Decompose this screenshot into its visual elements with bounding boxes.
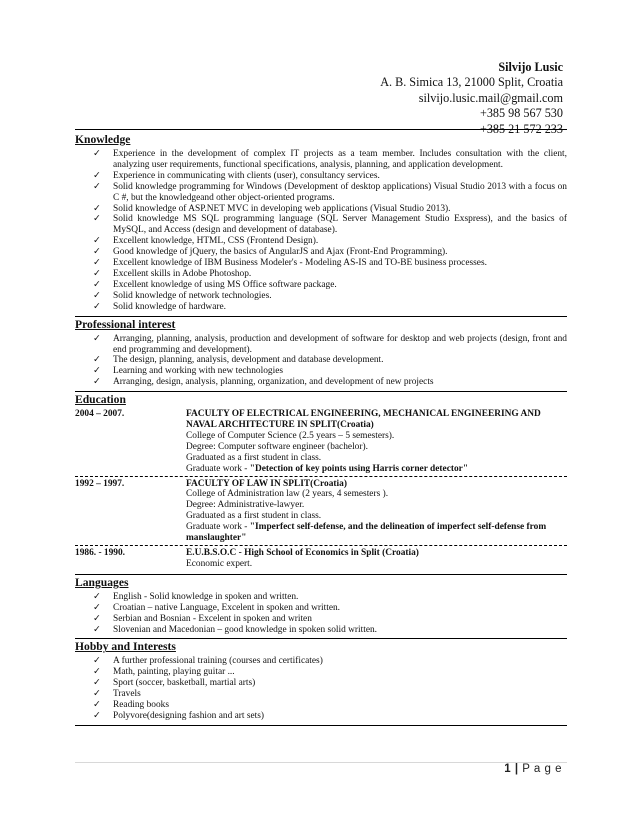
- section-hobby: [75, 639, 567, 725]
- checkmark-icon: ✓: [93, 267, 101, 279]
- checkmark-icon: ✓: [93, 202, 101, 214]
- list-item: [75, 280, 567, 291]
- education-detail: Graduated as a first student in class.: [186, 452, 322, 463]
- list-item-text: Arranging, design, analysis, planning, organization, and development of new projects: [113, 377, 434, 388]
- checkmark-icon: ✓: [93, 365, 101, 377]
- checkmark-icon: ✓: [93, 677, 101, 689]
- contact-header: [380, 60, 563, 137]
- page-number: 1: [504, 763, 512, 775]
- list-item-text: English - Solid knowledge in spoken and written.: [113, 591, 299, 602]
- list-item-text: Serbian and Bosnian - Excelent in spoken and writen: [113, 613, 312, 624]
- checkmark-icon: ✓: [93, 655, 101, 667]
- phone-line-mobile: +385 98 567 530: [479, 106, 563, 121]
- graduate-work-title: "Imperfect self-defense, and the delineation of imperfect self-defense from manslaughter": [186, 522, 547, 544]
- checkmark-icon: ✓: [93, 688, 101, 700]
- list-item: [75, 656, 567, 667]
- list-item-text: The design, planning, analysis, development and database development.: [113, 355, 384, 366]
- list-item: [75, 711, 567, 722]
- list-item-text: Learning and working with new technologies: [113, 366, 284, 377]
- person-name: Silvijo Lusic: [498, 60, 563, 74]
- list-item: [75, 204, 567, 215]
- checkmark-icon: ✓: [93, 213, 101, 225]
- list-item: [75, 334, 567, 356]
- phone-line-landline: +385 21 572 233: [479, 121, 563, 136]
- checkmark-icon: ✓: [93, 257, 101, 269]
- graduate-work-title: "Detection of key points using Harris corner detector": [249, 463, 469, 474]
- list-item: [75, 171, 567, 182]
- list-item-text: Arranging, planning, analysis, production and development of software for desktop and web projects (design, front and end programming and development).: [113, 333, 567, 355]
- education-detail: Graduated as a first student in class.: [186, 511, 322, 522]
- checkmark-icon: ✓: [93, 235, 101, 247]
- list-item: [75, 214, 567, 236]
- education-detail: Degree: Computer software engineer (bachelor).: [186, 441, 368, 452]
- education-institution: FACULTY OF ELECTRICAL ENGINEERING, MECHANICAL ENGINEERING AND NAVAL ARCHITECTURE IN SPLIT(Croatia): [186, 409, 541, 431]
- checkmark-icon: ✓: [93, 612, 101, 624]
- header-divider: [75, 129, 567, 130]
- checkmark-icon: ✓: [93, 590, 101, 602]
- email-line: silvijo.lusic.mail@gmail.com: [418, 90, 563, 105]
- checkmark-icon: ✓: [93, 623, 101, 635]
- section-education: [75, 392, 567, 575]
- checkmark-icon: ✓: [93, 354, 101, 366]
- checkmark-icon: ✓: [93, 246, 101, 258]
- page-label: P a g e: [522, 763, 562, 775]
- hobby-list: [75, 656, 567, 721]
- checkmark-icon: ✓: [93, 180, 101, 192]
- list-item: [75, 603, 567, 614]
- list-item-text: Excellent skills in Adobe Photoshop.: [113, 268, 252, 279]
- list-item-text: Solid knowledge of network technologies.: [113, 290, 272, 301]
- footer-divider: [75, 762, 567, 763]
- list-item-text: Experience in communicating with clients (user), consultancy services.: [113, 170, 380, 181]
- graduate-work-prefix: Graduate work -: [186, 463, 250, 474]
- list-item: [75, 236, 567, 247]
- list-item: [75, 366, 567, 377]
- list-item-text: Solid knowledge of hardware.: [113, 301, 226, 312]
- list-item: [75, 678, 567, 689]
- checkmark-icon: ✓: [93, 289, 101, 301]
- section-languages: [75, 575, 567, 640]
- list-item: [75, 355, 567, 366]
- list-item-text: Polyvore(designing fashion and art sets): [113, 710, 265, 721]
- list-item: [75, 258, 567, 269]
- section-title-education: Education: [75, 393, 126, 407]
- checkmark-icon: ✓: [93, 666, 101, 678]
- list-item: [75, 625, 567, 636]
- knowledge-list: [75, 149, 567, 313]
- section-title-hobby: Hobby and Interests: [75, 640, 176, 654]
- list-item: [75, 269, 567, 280]
- professional-list: [75, 334, 567, 389]
- resume-body: [75, 132, 567, 726]
- section-title-professional-interest: Professional interest: [75, 317, 176, 331]
- list-item-text: Sport (soccer, basketball, martial arts): [113, 678, 256, 689]
- list-item-text: Croatian – native Language, Excelent in spoken and written.: [113, 602, 341, 613]
- education-entry: [75, 546, 567, 571]
- address-line: A. B. Simica 13, 21000 Split, Croatia: [380, 75, 563, 90]
- education-detail: College of Administration law (2 years, 4 semesters ).: [186, 489, 389, 500]
- education-institution: FACULTY OF LAW IN SPLIT(Croatia): [186, 478, 347, 489]
- education-institution: E.U.B.S.O.C - High School of Economics in Split (Croatia): [186, 548, 419, 558]
- education-years: 2004 – 2007.: [75, 409, 125, 420]
- checkmark-icon: ✓: [93, 376, 101, 388]
- list-item: [75, 149, 567, 171]
- education-detail: Economic expert.: [186, 558, 253, 569]
- list-item-text: Solid knowledge programming for Windows (Development of desktop applications) Visual Studio 2013 with a focus on C #, but the knowledgeand other object-oriented programs.: [113, 181, 567, 203]
- list-item-text: Math, painting, playing guitar ...: [113, 667, 235, 678]
- education-years: 1992 – 1997.: [75, 478, 125, 489]
- checkmark-icon: ✓: [93, 332, 101, 344]
- list-item-text: Good knowledge of jQuery, the basics of AngularJS and Ajax (Front-End Programming).: [113, 247, 448, 258]
- list-item-text: Travels: [113, 689, 141, 700]
- checkmark-icon: ✓: [93, 278, 101, 290]
- list-item: [75, 247, 567, 258]
- list-item-text: Reading books: [113, 700, 169, 711]
- checkmark-icon: ✓: [93, 148, 101, 159]
- list-item-text: Excellent knowledge, HTML, CSS (Frontend Design).: [113, 236, 319, 247]
- list-item-text: Solid knowledge MS SQL programming language (SQL Server Management Studio Exspress), and the basics of MySQL, and Access (design and development of database).: [113, 214, 567, 236]
- checkmark-icon: ✓: [93, 699, 101, 711]
- list-item: [75, 377, 567, 388]
- checkmark-icon: ✓: [93, 601, 101, 613]
- list-item-text: Solid knowledge of ASP.NET MVC in developing web applications (Visual Studio 2013).: [113, 203, 451, 214]
- graduate-work: [186, 522, 567, 544]
- education-detail: Degree: Administrative-lawyer.: [186, 500, 305, 511]
- list-item: [75, 182, 567, 204]
- section-knowledge: [75, 132, 567, 317]
- education-detail: College of Computer Science (2.5 years – 5 semesters).: [186, 430, 395, 441]
- list-item: [75, 614, 567, 625]
- list-item-text: Slovenian and Macedonian – good knowledge in spoken solid written.: [113, 624, 378, 635]
- list-item: [75, 592, 567, 603]
- graduate-work: [186, 464, 567, 475]
- list-item-text: Experience in the development of complex IT projects as a team member. Includes consultation with the client, analyzing user requirements, functional specifications, analysis, planning, and application development.: [113, 149, 567, 170]
- page-footer: [504, 763, 562, 775]
- list-item-text: A further professional training (courses and certificates): [113, 656, 323, 667]
- graduate-work-prefix: Graduate work -: [186, 522, 250, 533]
- page-separator: |: [514, 763, 519, 775]
- languages-list: [75, 592, 567, 636]
- list-item-text: Excellent knowledge of using MS Office software package.: [113, 279, 337, 290]
- section-divider: [75, 725, 567, 726]
- education-years: 1986. - 1990.: [75, 548, 125, 558]
- list-item: [75, 302, 567, 313]
- section-professional-interest: [75, 317, 567, 393]
- list-item-text: Excellent knowledge of IBM Business Modeler's - Modeling AS-IS and TO-BE business processes.: [113, 258, 487, 269]
- section-title-languages: Languages: [75, 575, 129, 589]
- education-entry: [75, 407, 567, 475]
- checkmark-icon: ✓: [93, 169, 101, 181]
- checkmark-icon: ✓: [93, 300, 101, 312]
- checkmark-icon: ✓: [93, 709, 101, 721]
- list-item: [75, 667, 567, 678]
- list-item: [75, 689, 567, 700]
- section-title-knowledge: Knowledge: [75, 133, 131, 146]
- list-item: [75, 291, 567, 302]
- list-item: [75, 700, 567, 711]
- education-entry: [75, 477, 567, 545]
